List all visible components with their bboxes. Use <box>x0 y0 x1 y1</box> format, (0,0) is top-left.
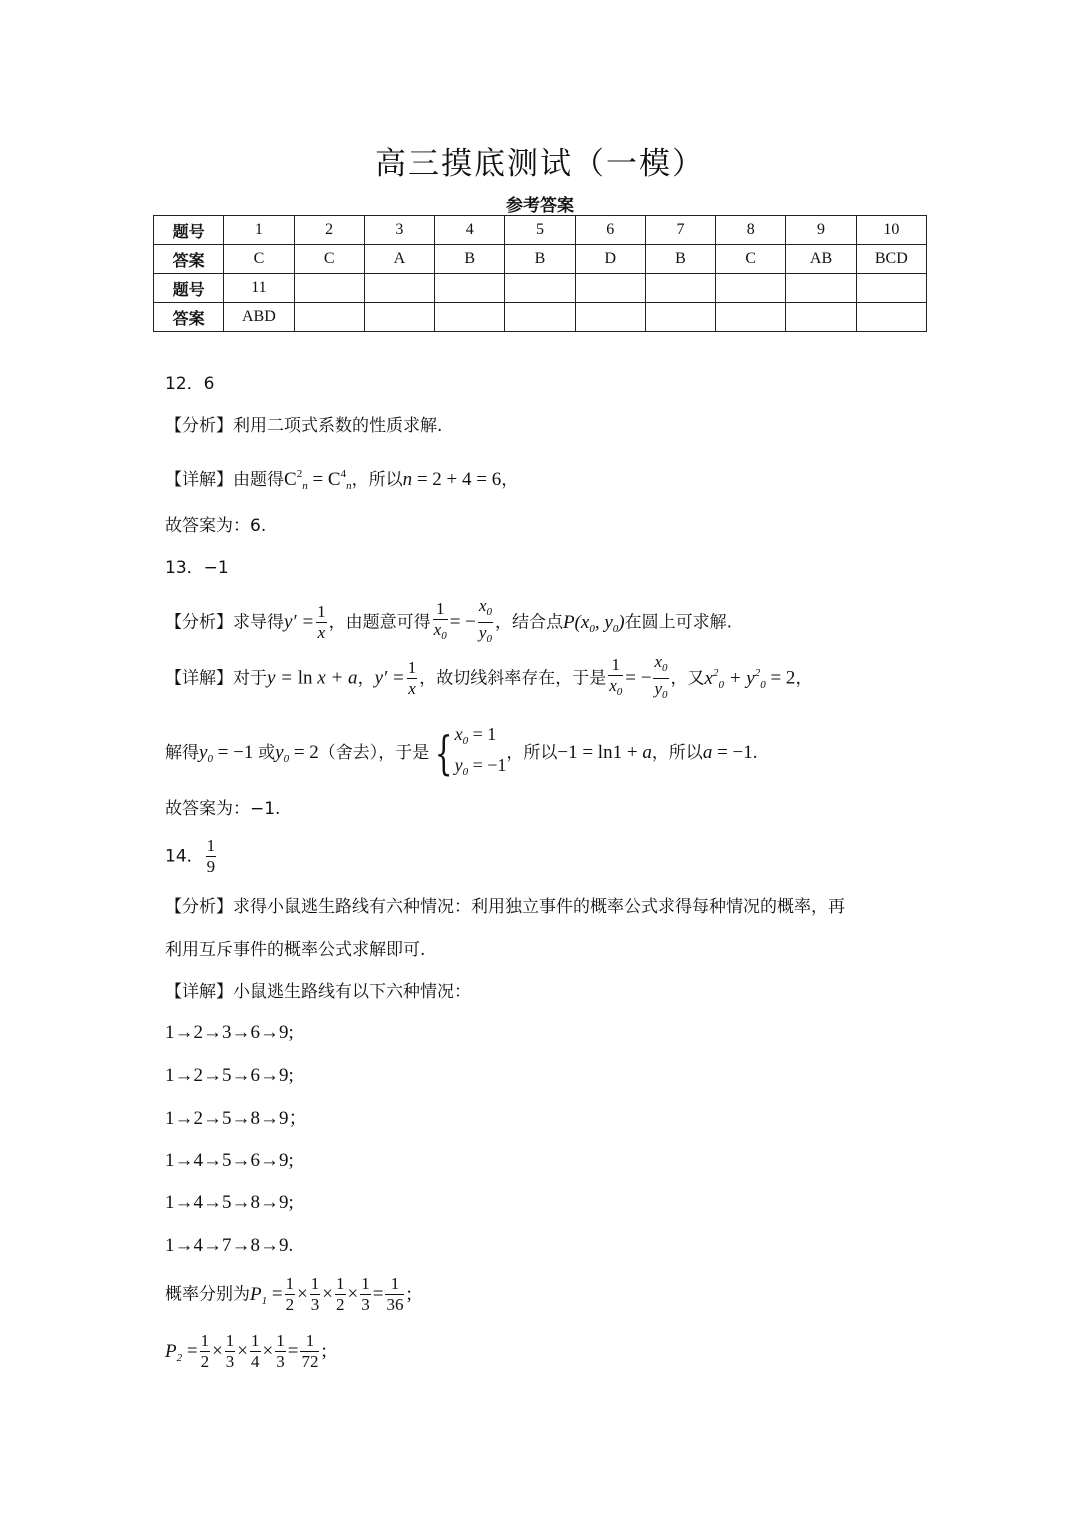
q13-detail: 【详解】对于y = ln x + a，y′ = $\frac{1}{x}$ ，故切线斜率存在，于是 $\frac{1}{x_0}$ = − $\frac{x_0}{y_0}$ ，又$x^2_0 + y^2_0 = 2$， <box>165 652 812 705</box>
q14-head <box>165 836 218 877</box>
fraction: $\frac{1}{x_0}$ <box>609 655 623 698</box>
table-cell: C <box>224 245 294 274</box>
q14-prob1: 概率分别为$P_1$ = $\frac{1}{2}$ × $\frac{1}{3}$ × $\frac{1}{2}$ × $\frac{1}{3}$ = $\frac{1}{36}$ ; <box>165 1274 412 1314</box>
q13-solve-d: ，所以 <box>506 743 558 763</box>
math-expr: −1 = ln1 + a <box>557 742 652 763</box>
table-cell: B <box>505 245 575 274</box>
row-label: 题号 <box>154 274 224 303</box>
table-cell: 1 <box>224 216 294 245</box>
table-cell <box>856 274 926 303</box>
table-cell <box>786 274 856 303</box>
table-cell <box>645 274 715 303</box>
table-cell: 4 <box>435 216 505 245</box>
q13-solve-b: 或 <box>258 743 276 763</box>
table-cell <box>505 303 575 332</box>
table-cell: 5 <box>505 216 575 245</box>
table-cell: 2 <box>294 216 364 245</box>
q13-solve-e: ，所以 <box>651 743 703 763</box>
table-cell: A <box>364 245 434 274</box>
table-cell <box>364 303 434 332</box>
table-row <box>154 274 927 303</box>
table-cell: 3 <box>364 216 434 245</box>
fraction: $\frac{1}{9}$ <box>206 836 216 876</box>
table-cell <box>435 274 505 303</box>
q12-detail-prefix: 【详解】由题得 <box>165 470 284 490</box>
page-subtitle: 参考答案 <box>506 196 574 216</box>
table-cell <box>575 274 645 303</box>
math-expr: $y_0$ <box>275 742 290 765</box>
table-cell: B <box>645 245 715 274</box>
table-cell <box>435 303 505 332</box>
q12-detail-suffix: ，所以 <box>351 470 403 490</box>
q14-analysis-line2: 利用互斥事件的概率公式求解即可. <box>165 940 426 960</box>
table-cell <box>575 303 645 332</box>
q13-conclusion: 故答案为：−1. <box>165 799 281 819</box>
q13-solve: 解得$y_0 = -1$ 或$y_0 = 2$（舍去），于是 { $x_0 = 1$ $y_0 = -1$ ，所以−1 = ln1 + a，所以a = −1. <box>165 722 758 784</box>
math-expr: $x^2_0 + y^2_0$ <box>704 666 766 691</box>
q13-analysis-d: 在圆上可求解. <box>624 612 732 633</box>
table-cell: 6 <box>575 216 645 245</box>
math-expr: $P(x_0$, $y_0$) <box>562 611 625 635</box>
table-cell: 9 <box>786 216 856 245</box>
path-item: 1→2→3→6→9; <box>165 1022 294 1043</box>
math-expr: y′ = <box>284 611 315 633</box>
q13-analysis-b: ，由题意可得 <box>328 612 431 633</box>
q13-analysis-c: ，结合点 <box>494 612 563 633</box>
table-cell: 10 <box>856 216 926 245</box>
q12-head: 12．6 <box>165 374 215 394</box>
q14-head-number: 14． <box>165 846 204 867</box>
math-expr: $P_1$ <box>250 1283 268 1307</box>
q13-head: 13．−1 <box>165 558 229 578</box>
q13-detail-c: ，又 <box>670 668 705 689</box>
row-label: 题号 <box>154 216 224 245</box>
math-expr: n = 2 + 4 = 6 <box>402 469 502 490</box>
table-cell <box>294 303 364 332</box>
table-cell <box>364 274 434 303</box>
equation-system: $x_0 = 1$ $y_0 = -1$ <box>454 724 507 778</box>
row-label: 答案 <box>154 245 224 274</box>
math-expr: a = −1. <box>702 742 758 763</box>
table-cell: B <box>435 245 505 274</box>
math-expr: $P_2$ <box>165 1340 183 1364</box>
q13-analysis: 【分析】求导得y′ = $\frac{1}{x}$ ，由题意可得 $\frac{1}{x_0}$ = − $\frac{x_0}{y_0}$ ，结合点$P(x_0$, $y_0$)在圆上可求解. <box>165 596 732 649</box>
table-cell <box>786 303 856 332</box>
table-cell: ABD <box>224 303 294 332</box>
table-cell <box>505 274 575 303</box>
row-label: 答案 <box>154 303 224 332</box>
q12-analysis: 【分析】利用二项式系数的性质求解. <box>165 416 443 436</box>
table-cell: C <box>716 245 786 274</box>
fraction: $\frac{x_0}{y_0}$ <box>478 596 492 645</box>
q14-detail: 【详解】小鼠逃生路线有以下六种情况： <box>165 982 471 1002</box>
table-cell <box>716 274 786 303</box>
table-cell: 11 <box>224 274 294 303</box>
answer-table <box>153 215 927 332</box>
table-row <box>154 303 927 332</box>
table-cell <box>856 303 926 332</box>
q14-analysis-line1: 【分析】求得小鼠逃生路线有六种情况：利用独立事件的概率公式求得每种情况的概率，再 <box>165 897 845 917</box>
q12-conclusion: 故答案为：6. <box>165 516 267 536</box>
table-row <box>154 216 927 245</box>
path-item: 1→4→7→8→9. <box>165 1235 294 1256</box>
path-item: 1→2→5→8→9； <box>165 1108 308 1129</box>
table-cell: 7 <box>645 216 715 245</box>
q13-analysis-a: 【分析】求导得 <box>165 612 284 633</box>
q13-detail-a: 【详解】对于 <box>165 668 267 689</box>
math-expr: $y_0$ <box>199 742 213 765</box>
fraction: $\frac{1}{x}$ <box>407 658 417 698</box>
table-cell: AB <box>786 245 856 274</box>
table-cell <box>645 303 715 332</box>
q14-prob-label: 概率分别为 <box>165 1284 250 1305</box>
math-expr: y = <box>267 667 298 689</box>
fraction: $\frac{1}{x_0}$ <box>433 599 447 642</box>
q12-detail-end: ， <box>501 470 519 490</box>
table-cell: C <box>294 245 364 274</box>
q13-solve-a: 解得 <box>165 743 199 763</box>
q12-detail <box>165 463 518 497</box>
path-item: 1→4→5→6→9; <box>165 1150 294 1171</box>
fraction: $\frac{x_0}{y_0}$ <box>654 652 668 701</box>
q14-prob2: $P_2$ = $\frac{1}{2}$ × $\frac{1}{3}$ × $\frac{1}{4}$ × $\frac{1}{3}$ = $\frac{1}{72}$ ; <box>165 1331 327 1371</box>
q13-solve-c: （舍去），于是 <box>318 743 430 763</box>
table-cell: 8 <box>716 216 786 245</box>
fraction: $\frac{1}{x}$ <box>317 602 326 642</box>
table-cell: BCD <box>856 245 926 274</box>
table-cell <box>716 303 786 332</box>
brace: { <box>435 726 453 780</box>
path-item: 1→2→5→6→9; <box>165 1065 294 1086</box>
q13-detail-b: ，故切线斜率存在，于是 <box>419 668 607 689</box>
math-expr: y′ = <box>374 667 405 689</box>
table-row <box>154 245 927 274</box>
page-title: 高三摸底测试（一模） <box>375 146 705 182</box>
table-cell <box>294 274 364 303</box>
path-item: 1→4→5→8→9; <box>165 1192 294 1213</box>
math-expr: $C^2_n = C^4_n$ <box>284 468 352 492</box>
table-cell: D <box>575 245 645 274</box>
